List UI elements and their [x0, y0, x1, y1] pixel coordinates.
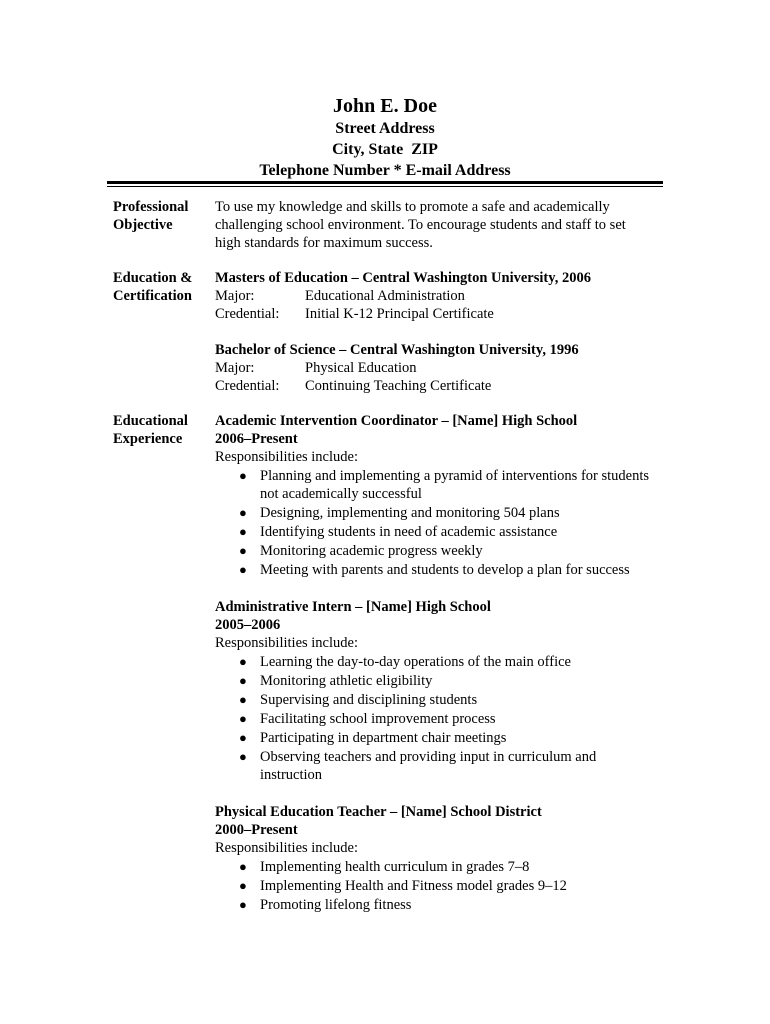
degree-masters [215, 269, 655, 323]
education-body [215, 269, 655, 395]
degree-title: Bachelor of Science – Central Washington University, 1996 [215, 342, 579, 358]
bullet-icon: ● [239, 859, 247, 874]
experience-body [215, 412, 655, 915]
degree-credential-row [215, 377, 655, 395]
list-item: ● Observing teachers and providing input in curriculum and instruction [239, 749, 597, 783]
education-label-line2: Certification [113, 288, 192, 304]
list-item: ● Participating in department chair meetings [239, 730, 507, 746]
education-label [113, 269, 213, 305]
objective-label-line2: Objective [113, 217, 173, 233]
responsibilities-list [215, 653, 655, 784]
list-item: ● Designing, implementing and monitoring 504 plans [239, 505, 560, 521]
experience-label-line2: Experience [113, 431, 183, 447]
responsibilities-label: Responsibilities include: [215, 840, 358, 856]
major-value: Educational Administration [305, 288, 465, 304]
job-intervention-coordinator [215, 412, 655, 579]
credential-value: Initial K-12 Principal Certificate [305, 306, 494, 322]
major-label: Major: [215, 360, 255, 376]
list-item: ● Meeting with parents and students to develop a plan for success [239, 562, 630, 578]
credential-label: Credential: [215, 378, 280, 394]
education-label-line1: Education & [113, 270, 193, 286]
objective-body [215, 198, 655, 252]
responsibilities-list [215, 858, 655, 914]
job-title: Administrative Intern – [Name] High School [215, 599, 491, 615]
job-dates: 2000–Present [215, 822, 298, 838]
major-value: Physical Education [305, 360, 417, 376]
objective-text: To use my knowledge and skills to promote a safe and academically challenging school environment. To encourage students and staff to set high standards for maximum success. [215, 199, 626, 251]
street-address: Street Address [335, 120, 435, 137]
list-item: ● Learning the day-to-day operations of the main office [239, 654, 571, 670]
list-item: ● Planning and implementing a pyramid of interventions for students not academically successful [239, 468, 650, 502]
list-item: ● Monitoring academic progress weekly [239, 543, 483, 559]
bullet-icon: ● [239, 878, 247, 893]
list-item: ● Monitoring athletic eligibility [239, 673, 433, 689]
bullet-icon: ● [239, 524, 247, 539]
bullet-icon: ● [239, 692, 247, 707]
header-divider-thick [107, 181, 663, 184]
degree-major-row [215, 287, 655, 305]
credential-label: Credential: [215, 306, 280, 322]
job-title: Academic Intervention Coordinator – [Name] High School [215, 413, 578, 429]
bullet-icon: ● [239, 897, 247, 912]
credential-value: Continuing Teaching Certificate [305, 378, 492, 394]
bullet-icon: ● [239, 562, 247, 577]
job-administrative-intern [215, 598, 655, 784]
degree-bachelor [215, 341, 655, 395]
resume-header [0, 94, 770, 181]
list-item: ● Facilitating school improvement process [239, 711, 496, 727]
responsibilities-label: Responsibilities include: [215, 635, 358, 651]
list-item: ● Implementing Health and Fitness model grades 9–12 [239, 878, 567, 894]
experience-label [113, 412, 213, 448]
job-title: Physical Education Teacher – [Name] School District [215, 804, 542, 820]
list-item: ● Identifying students in need of academic assistance [239, 524, 558, 540]
responsibilities-label: Responsibilities include: [215, 449, 358, 465]
list-item: ● Supervising and disciplining students [239, 692, 478, 708]
major-label: Major: [215, 288, 255, 304]
bullet-icon: ● [239, 468, 247, 483]
list-item: ● Promoting lifelong fitness [239, 897, 412, 913]
bullet-icon: ● [239, 730, 247, 745]
bullet-icon: ● [239, 711, 247, 726]
responsibilities-list [215, 467, 655, 579]
list-item: ● Implementing health curriculum in grades 7–8 [239, 859, 530, 875]
job-dates: 2005–2006 [215, 617, 281, 633]
city-state-zip: City, State ZIP [332, 141, 438, 158]
objective-label-line1: Professional [113, 199, 189, 215]
degree-title: Masters of Education – Central Washington University, 2006 [215, 270, 591, 286]
degree-credential-row [215, 305, 655, 323]
bullet-icon: ● [239, 673, 247, 688]
bullet-icon: ● [239, 654, 247, 669]
bullet-icon: ● [239, 749, 247, 764]
bullet-icon: ● [239, 505, 247, 520]
bullet-icon: ● [239, 543, 247, 558]
job-dates: 2006–Present [215, 431, 298, 447]
header-divider-thin [107, 186, 663, 187]
experience-label-line1: Educational [113, 413, 188, 429]
objective-label [113, 198, 213, 234]
applicant-name: John E. Doe [333, 95, 437, 117]
degree-major-row [215, 359, 655, 377]
job-pe-teacher [215, 803, 655, 914]
contact-line: Telephone Number * E-mail Address [259, 162, 511, 179]
